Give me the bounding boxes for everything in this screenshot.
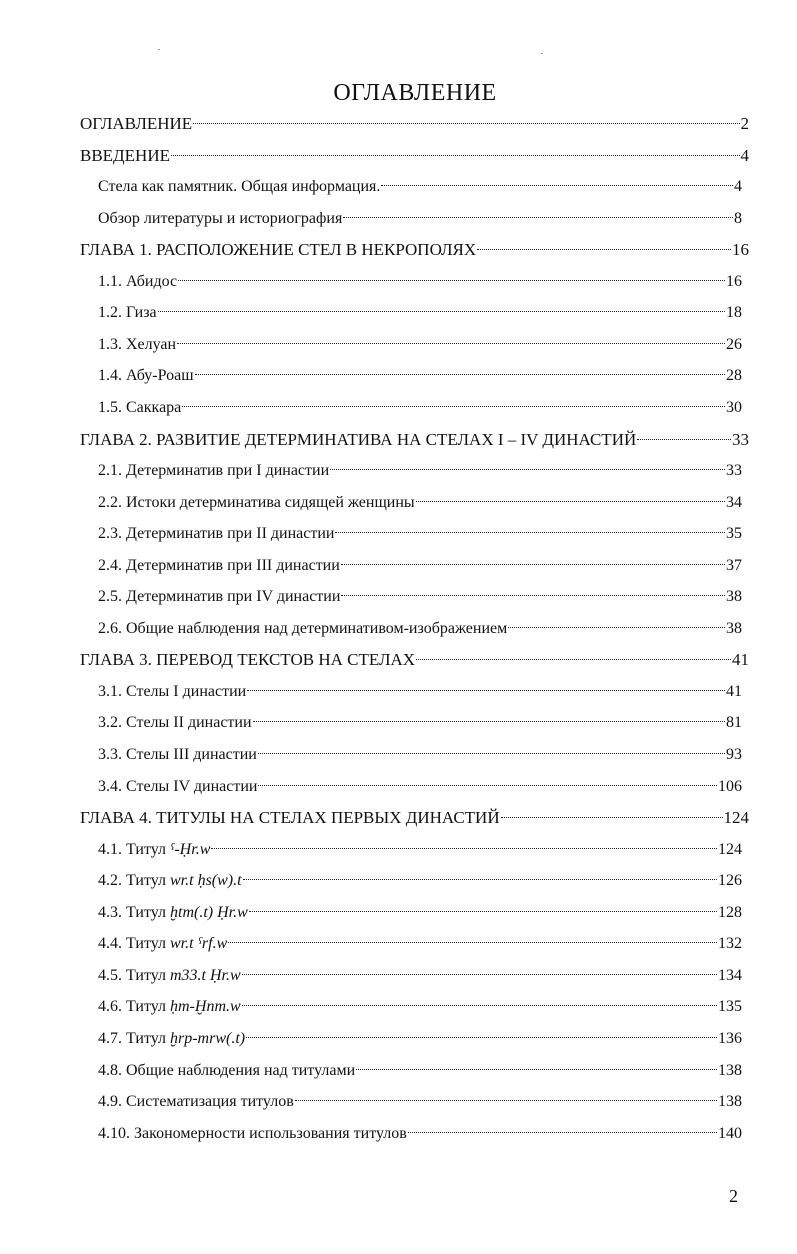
toc-entry[interactable] — [98, 1088, 742, 1116]
dot-leader — [258, 785, 717, 786]
toc-entry-label: ГЛАВА 2. РАЗВИТИЕ ДЕТЕРМИНАТИВА НА СТЕЛАХ I – IV ДИНАСТИЙ — [80, 429, 637, 449]
toc-entry[interactable] — [98, 615, 742, 643]
dot-leader — [182, 406, 725, 407]
toc-entry-page: 134 — [718, 966, 742, 984]
toc-entry-page: 16 — [732, 240, 749, 260]
dot-leader — [247, 690, 725, 691]
toc-entry[interactable] — [98, 173, 742, 201]
toc-entry[interactable] — [98, 836, 742, 864]
toc-entry-term: wr.t ˁrf.w — [170, 935, 228, 953]
toc-entry[interactable] — [98, 489, 742, 517]
toc-entry-label: Стела как памятник. Общая информация. — [98, 178, 381, 196]
toc-entry-page: 41 — [726, 682, 742, 700]
toc-entry-label: 4.3. Титул ḫtm(.t) Ḥr.w — [98, 903, 248, 921]
toc-entry-page: 126 — [718, 872, 742, 890]
page-number: 2 — [729, 1186, 738, 1206]
dot-leader — [242, 974, 717, 975]
toc-entry[interactable] — [98, 678, 742, 706]
toc-entry-page: 106 — [718, 777, 742, 795]
dot-leader — [341, 595, 725, 596]
dot-leader — [171, 155, 740, 156]
dot-leader — [330, 469, 725, 470]
toc-entry-page: 135 — [718, 998, 742, 1016]
toc-entry-label: 4.10. Закономерности использования титулов — [98, 1124, 407, 1142]
toc-entry-page: 16 — [726, 272, 742, 290]
toc-entry[interactable] — [98, 299, 742, 327]
toc-entry-label: ВВЕДЕНИЕ — [80, 145, 170, 165]
dot-leader — [195, 374, 725, 375]
dot-leader — [243, 879, 717, 880]
toc-entry[interactable] — [98, 709, 742, 737]
dot-leader — [246, 1037, 717, 1038]
toc-entry-label: ОГЛАВЛЕНИЕ — [80, 114, 193, 133]
toc-entry-term: ḥm-Ḫnm.w — [170, 998, 241, 1016]
toc-entry-label: 4.9. Систематизация титулов — [98, 1093, 294, 1111]
toc-entry-label: ГЛАВА 4. ТИТУЛЫ НА СТЕЛАХ ПЕРВЫХ ДИНАСТИЙ — [80, 808, 500, 828]
toc-entry[interactable] — [98, 457, 742, 485]
toc-entry-page: 124 — [718, 840, 742, 858]
toc-entry[interactable] — [98, 867, 742, 895]
toc-entry-page: 8 — [734, 209, 742, 227]
toc-entry[interactable] — [98, 741, 742, 769]
toc-entry[interactable] — [98, 993, 742, 1021]
toc-entry[interactable] — [80, 142, 749, 170]
toc-entry-label: Обзор литературы и историография — [98, 209, 343, 227]
toc-entry[interactable] — [98, 394, 742, 422]
toc-entry-page: 4 — [740, 145, 749, 165]
toc-entry[interactable] — [98, 773, 742, 801]
toc-entry-page: 4 — [734, 178, 742, 196]
toc-entry[interactable] — [98, 583, 742, 611]
toc-entry-page: 30 — [726, 398, 742, 416]
toc-entry-page: 140 — [718, 1124, 742, 1142]
toc-entry-page: 37 — [726, 556, 742, 574]
toc-entry-page: 81 — [726, 714, 742, 732]
dot-leader — [211, 848, 717, 849]
toc-entry[interactable] — [80, 236, 749, 264]
toc-entry[interactable] — [98, 899, 742, 927]
toc-entry-page: 138 — [718, 1061, 742, 1079]
dot-leader — [193, 123, 739, 124]
dot-leader — [295, 1100, 717, 1101]
toc-entry-label: 2.3. Детерминатив при II династии — [98, 525, 335, 543]
toc-entry-label: 4.8. Общие наблюдения над титулами — [98, 1061, 356, 1079]
toc-entry-page: 41 — [732, 650, 749, 670]
toc-entry-term: m33.t Ḥr.w — [170, 966, 241, 984]
toc-entry[interactable] — [98, 930, 742, 958]
scan-speck — [541, 53, 543, 54]
dot-leader — [408, 1132, 717, 1133]
toc-entry[interactable] — [98, 1120, 742, 1148]
toc-entry-page: 33 — [732, 429, 749, 449]
toc-entry[interactable] — [98, 552, 742, 580]
toc-entry-label: ГЛАВА 1. РАСПОЛОЖЕНИЕ СТЕЛ В НЕКРОПОЛЯХ — [80, 240, 477, 260]
toc-entry-label: 2.4. Детерминатив при III династии — [98, 556, 340, 574]
toc-entry-label: 4.2. Титул wr.t ḥs(w).t — [98, 872, 242, 890]
toc-entry[interactable] — [98, 331, 742, 359]
toc-entry-label: 4.4. Титул wr.t ˁrf.w — [98, 935, 228, 953]
dot-leader — [158, 311, 725, 312]
dot-leader — [637, 439, 731, 440]
dot-leader — [501, 817, 723, 818]
toc-entry-label: 3.4. Стелы IV династии — [98, 777, 258, 795]
dot-leader — [508, 627, 725, 628]
toc-entry-page: 26 — [726, 335, 742, 353]
toc-entry-page: 18 — [726, 304, 742, 322]
toc-entry-term: ḫtm(.t) Ḥr.w — [170, 903, 248, 921]
toc-entry-page: 128 — [718, 903, 742, 921]
toc-entry-label: 1.1. Абидос — [98, 272, 178, 290]
dot-leader — [477, 249, 731, 250]
toc-entry[interactable] — [98, 962, 742, 990]
dot-leader — [416, 659, 731, 660]
toc-entry-page: 38 — [726, 588, 742, 606]
toc-entry-label: 2.6. Общие наблюдения над детерминативом-изображением — [98, 619, 508, 637]
toc-entry-page: 33 — [726, 462, 742, 480]
dot-leader — [228, 942, 717, 943]
toc-entry-label: 4.6. Титул ḥm-Ḫnm.w — [98, 998, 241, 1016]
toc-entry[interactable] — [98, 1057, 742, 1085]
toc-entry-label: 1.3. Хелуан — [98, 335, 177, 353]
toc-entry[interactable] — [80, 110, 749, 138]
toc-entry-term: ḫrp-mrw(.t) — [170, 1029, 246, 1047]
toc-entry-page: 138 — [718, 1093, 742, 1111]
toc-entry-label: 3.2. Стелы II династии — [98, 714, 252, 732]
toc-entry-label: 4.1. Титул ˁ-Ḥr.w — [98, 840, 211, 858]
dot-leader — [258, 753, 725, 754]
toc-entry-page: 34 — [726, 493, 742, 511]
dot-leader — [341, 564, 725, 565]
toc-entry[interactable] — [98, 268, 742, 296]
scan-speck — [158, 49, 160, 50]
toc-entry[interactable] — [80, 426, 749, 454]
dot-leader — [343, 217, 733, 218]
toc-entry-page: 28 — [726, 367, 742, 385]
toc-entry-page: 93 — [726, 746, 742, 763]
toc-entry-label: 2.1. Детерминатив при I династии — [98, 462, 330, 480]
toc-entry[interactable] — [98, 205, 742, 233]
toc-entry[interactable] — [98, 520, 742, 548]
dot-leader — [381, 185, 733, 186]
toc-entry-page: 2 — [740, 114, 749, 133]
toc-entry-page: 132 — [718, 935, 742, 953]
dot-leader — [177, 343, 725, 344]
toc-entry[interactable] — [98, 362, 742, 390]
toc-entry-label: 1.2. Гиза — [98, 304, 157, 322]
dot-leader — [253, 721, 725, 722]
toc-entry-label: 2.2. Истоки детерминатива сидящей женщины — [98, 493, 415, 511]
toc-entry[interactable] — [80, 646, 749, 674]
toc-entry-term: wr.t ḥs(w).t — [170, 872, 242, 890]
toc-entry-term: ˁ-Ḥr.w — [170, 840, 211, 858]
dot-leader — [335, 532, 725, 533]
toc-entry-label: ГЛАВА 3. ПЕРЕВОД ТЕКСТОВ НА СТЕЛАХ — [80, 650, 416, 670]
dot-leader — [416, 501, 725, 502]
dot-leader — [356, 1069, 717, 1070]
dot-leader — [178, 280, 725, 281]
toc-entry[interactable] — [98, 1025, 742, 1053]
toc-entry-page: 35 — [726, 525, 742, 543]
toc-entry-label: 3.3. Стелы III династии — [98, 746, 257, 763]
dot-leader — [249, 911, 717, 912]
toc-entry-label: 1.4. Абу-Роаш — [98, 367, 194, 385]
toc-entry-label: 2.5. Детерминатив при IV династии — [98, 588, 341, 606]
toc-entry-label: 4.5. Титул m33.t Ḥr.w — [98, 966, 241, 984]
toc-entry-label: 1.5. Саккара — [98, 398, 182, 416]
toc-entry-page: 136 — [718, 1029, 742, 1047]
toc-entry[interactable] — [80, 804, 749, 832]
toc-entry-label: 4.7. Титул ḫrp-mrw(.t) — [98, 1029, 246, 1047]
toc-entry-label: 3.1. Стелы I династии — [98, 682, 247, 700]
toc-entry-page: 124 — [723, 808, 749, 828]
toc-entry-page: 38 — [726, 619, 742, 637]
page-title: ОГЛАВЛЕНИЕ — [333, 80, 497, 106]
dot-leader — [242, 1005, 717, 1006]
